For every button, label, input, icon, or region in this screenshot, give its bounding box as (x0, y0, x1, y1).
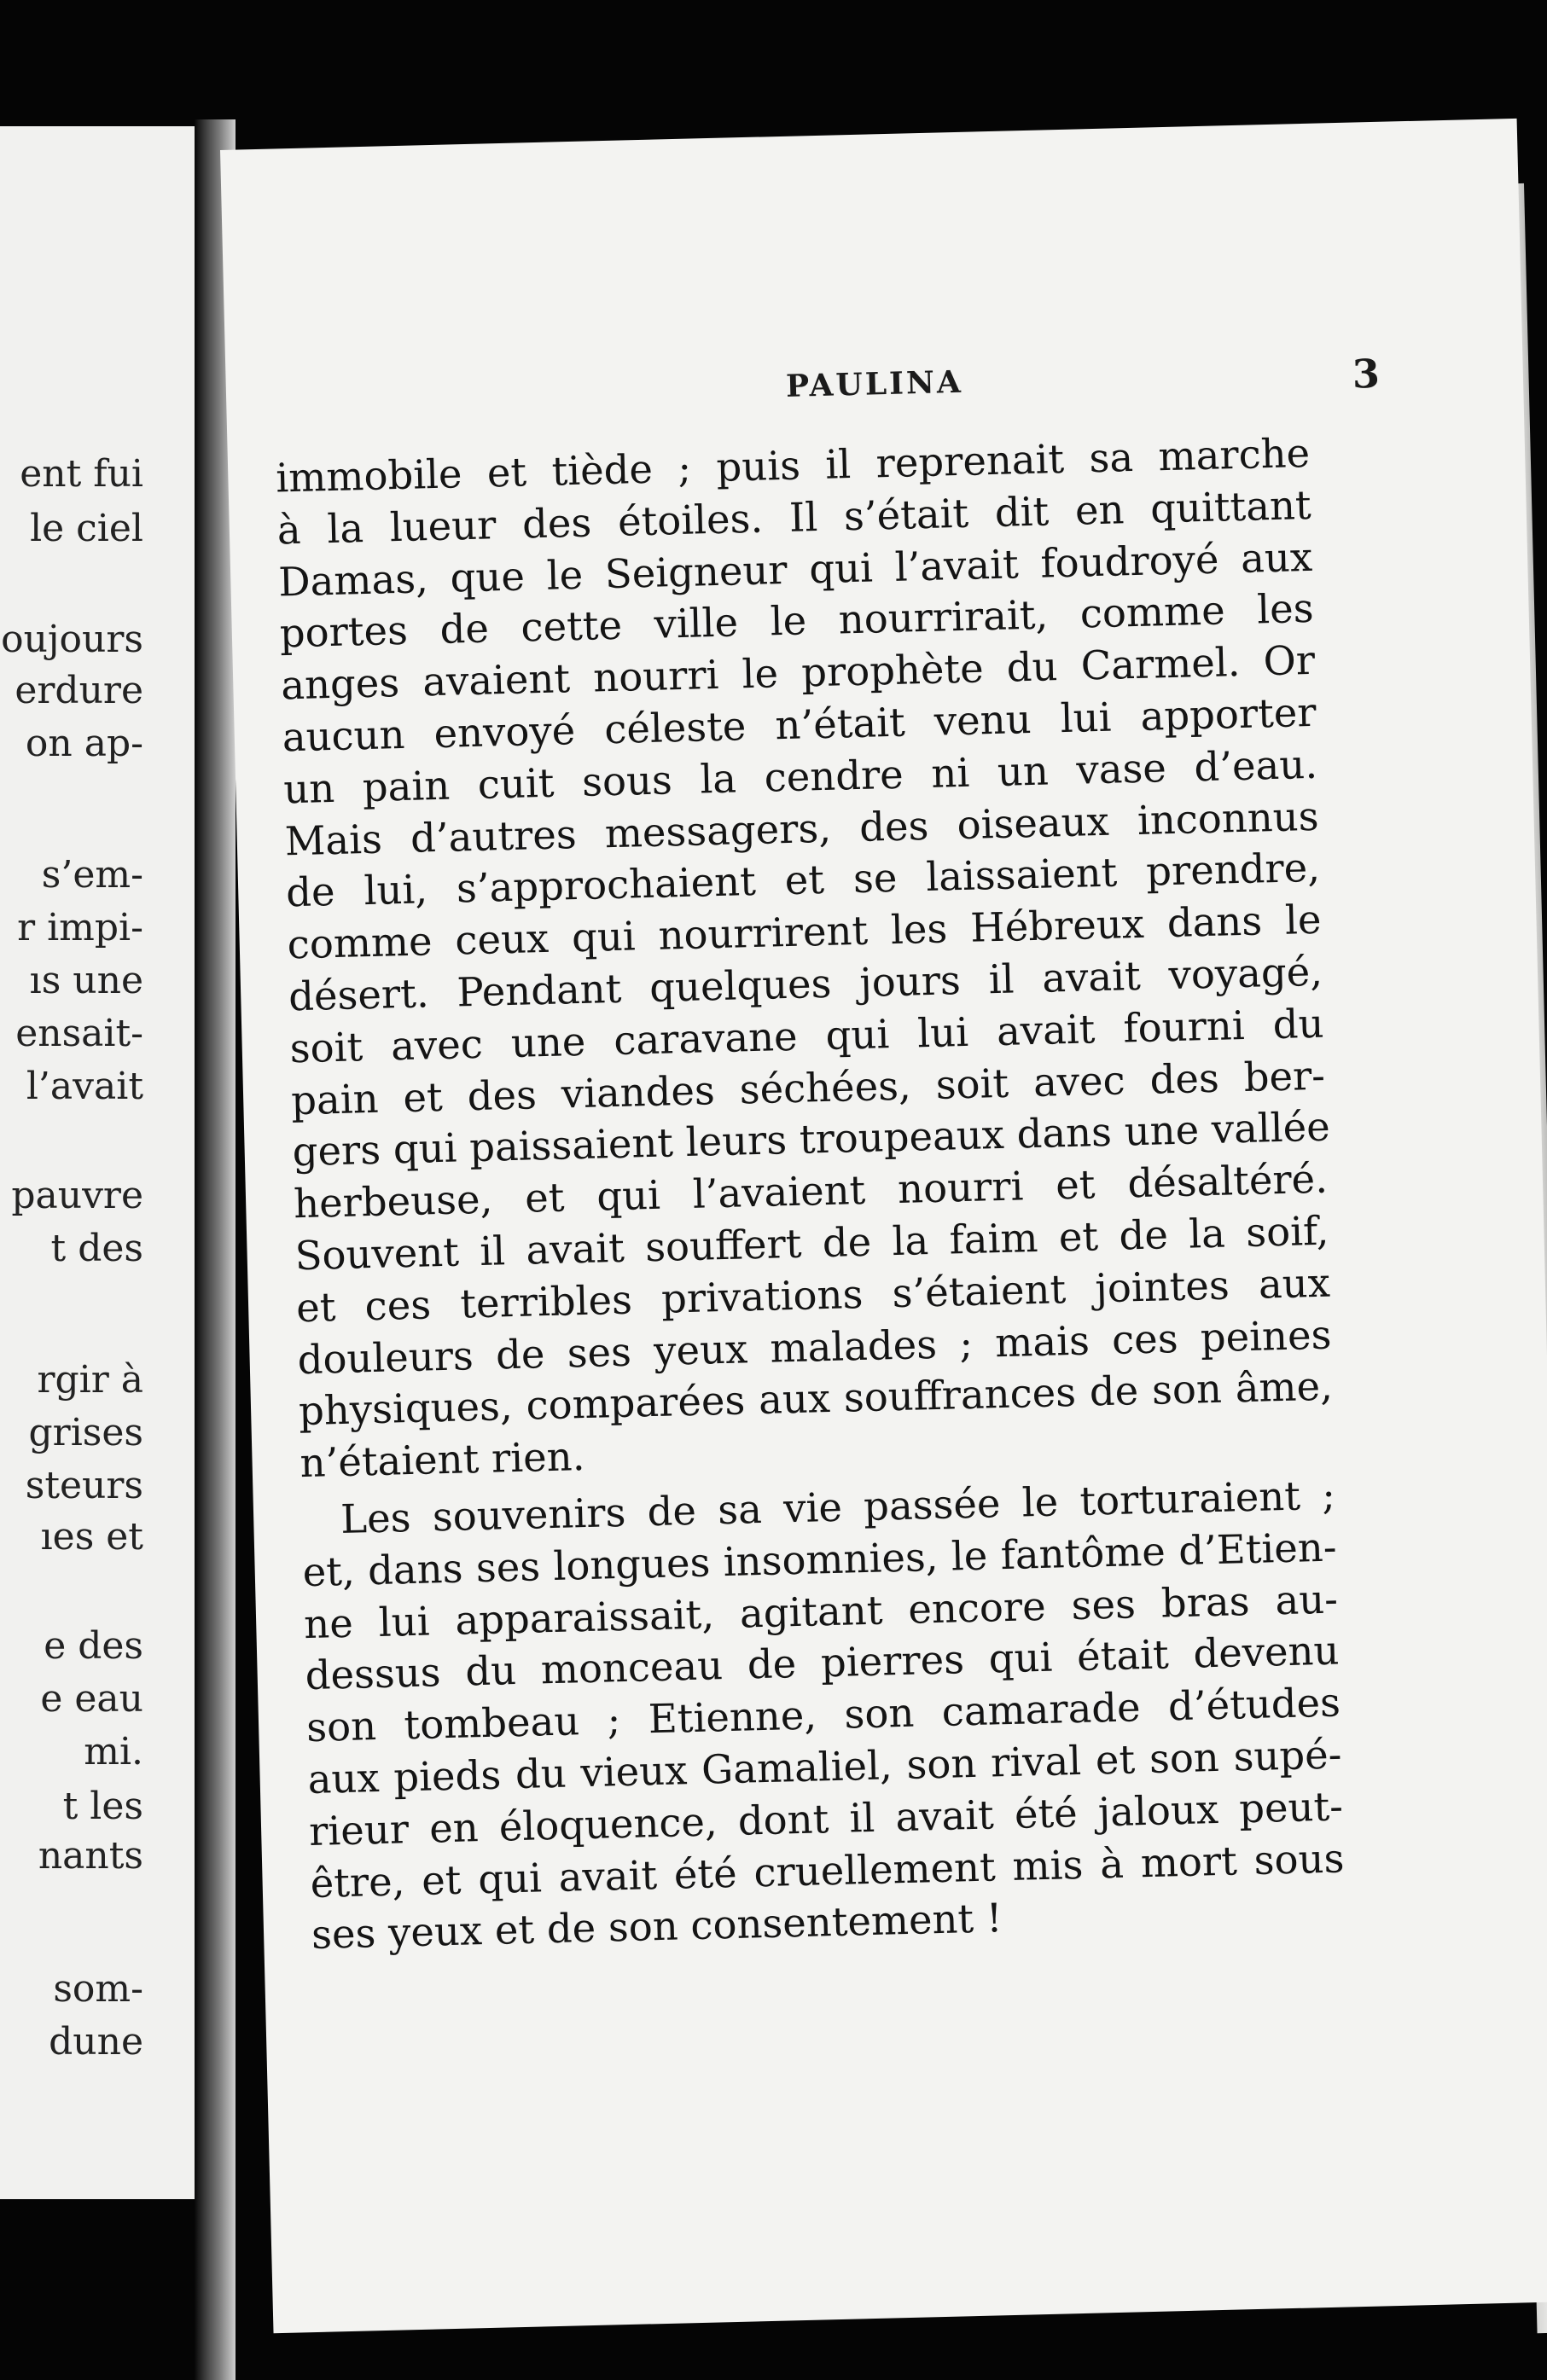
text-line: son tombeau ; Etienne, son camarade d’études (305, 1679, 1341, 1751)
text-line: rieur en éloquence, dont il avait été jaloux peut- (308, 1783, 1344, 1855)
previous-page-text-fragment: t des (50, 1227, 143, 1270)
text-line: de lui, s’approchaient et se laissaient prendre, (285, 845, 1321, 916)
text-line: soit avec une caravane qui lui avait fourni du (289, 1000, 1325, 1072)
previous-page-text-fragment: le ciel (30, 507, 143, 550)
text-line: Les souvenirs de sa vie passée le torturaient ; (340, 1472, 1336, 1542)
text-line: aux pieds du vieux Gamaliel, son rival et son supé- (307, 1731, 1342, 1802)
previous-page-text-fragment: l’avait (26, 1065, 143, 1108)
previous-page-text-fragment: ıes et (40, 1515, 143, 1559)
book-page (220, 119, 1547, 2333)
previous-page-text-fragment: t les (62, 1785, 143, 1828)
text-line: herbeuse, et qui l’avaient nourri et désaltéré. (293, 1155, 1329, 1228)
text-line: comme ceux qui nourrirent les Hébreux dans le (287, 896, 1323, 968)
paragraph (276, 427, 1335, 1489)
previous-page-text-fragment: som- (53, 1967, 143, 2011)
text-line: aucun envoyé céleste n’était venu lui apporter (282, 688, 1317, 761)
previous-page-text-fragment: rgir à (37, 1358, 143, 1402)
previous-page-text-fragment: grises (28, 1411, 143, 1454)
text-line: gers qui paissaient leurs troupeaux dans une vallée (292, 1103, 1331, 1175)
text-line: anges avaient nourri le prophète du Carmel. Or (280, 637, 1316, 709)
previous-page-text-fragment: e eau (40, 1677, 143, 1721)
previous-page-text-fragment: e des (44, 1624, 143, 1668)
text-line: et ces terribles privations s’étaient jointes aux (295, 1259, 1331, 1331)
previous-page-text-fragment: ent fui (20, 452, 143, 496)
text-line: douleurs de ses yeux malades ; mais ces peines (297, 1311, 1332, 1383)
previous-page-fragment (0, 126, 205, 2199)
text-line: Damas, que le Seigneur qui l’avait foudroyé aux (277, 533, 1313, 606)
text-line: ses yeux et de son consentement ! (311, 1895, 1003, 1959)
previous-page-text-fragment: erdure (15, 669, 143, 712)
previous-page-text-fragment: dune (49, 2020, 143, 2064)
previous-page-text-fragment: r impi- (17, 906, 143, 949)
text-line: pain et des viandes séchées, soit avec des ber- (290, 1052, 1326, 1123)
text-line: ne lui apparaissait, agitant encore ses bras au- (303, 1576, 1339, 1647)
text-line: Souvent il avait souffert de la faim et de la soif, (294, 1207, 1329, 1280)
body-text (276, 427, 1346, 1961)
previous-page-text-fragment: mi. (84, 1730, 143, 1773)
page-number: 3 (1352, 350, 1381, 398)
text-line: Mais d’autres messagers, des oiseaux inconnus (284, 792, 1320, 864)
text-line: physiques, comparées aux souffrances de son âme, (298, 1362, 1334, 1435)
paragraph (301, 1469, 1346, 1961)
text-line: et, dans ses longues insomnies, le fantôme d’Etien- (302, 1524, 1338, 1595)
previous-page-text-fragment: steurs (25, 1464, 143, 1507)
previous-page-text-fragment: oujours (1, 618, 143, 661)
text-line: désert. Pendant quelques jours il avait voyagé, (288, 948, 1323, 1020)
text-line: dessus du monceau de pierres qui était devenu (305, 1627, 1341, 1699)
text-line: à la lueur des étoiles. Il s’était dit en quittant (276, 481, 1312, 554)
previous-page-text-fragment: ensait- (15, 1012, 143, 1055)
text-line: un pain cuit sous la cendre ni un vase d’eau. (282, 740, 1318, 813)
previous-page-text-fragment: ıs une (29, 959, 143, 1002)
previous-page-text-fragment: s’em- (41, 853, 143, 897)
text-line: portes de cette ville le nourrirait, comme les (279, 585, 1315, 657)
text-line: n’étaient rien. (299, 1433, 586, 1487)
text-line: être, et qui avait été cruellement mis à mort sous (310, 1834, 1345, 1907)
text-line: immobile et tiède ; puis il reprenait sa marche (275, 429, 1311, 502)
previous-page-text-fragment: on ap- (25, 722, 143, 765)
running-head: PAULINA (785, 363, 964, 404)
previous-page-text-fragment: nants (38, 1834, 143, 1878)
previous-page-text-fragment: pauvre (11, 1174, 143, 1217)
